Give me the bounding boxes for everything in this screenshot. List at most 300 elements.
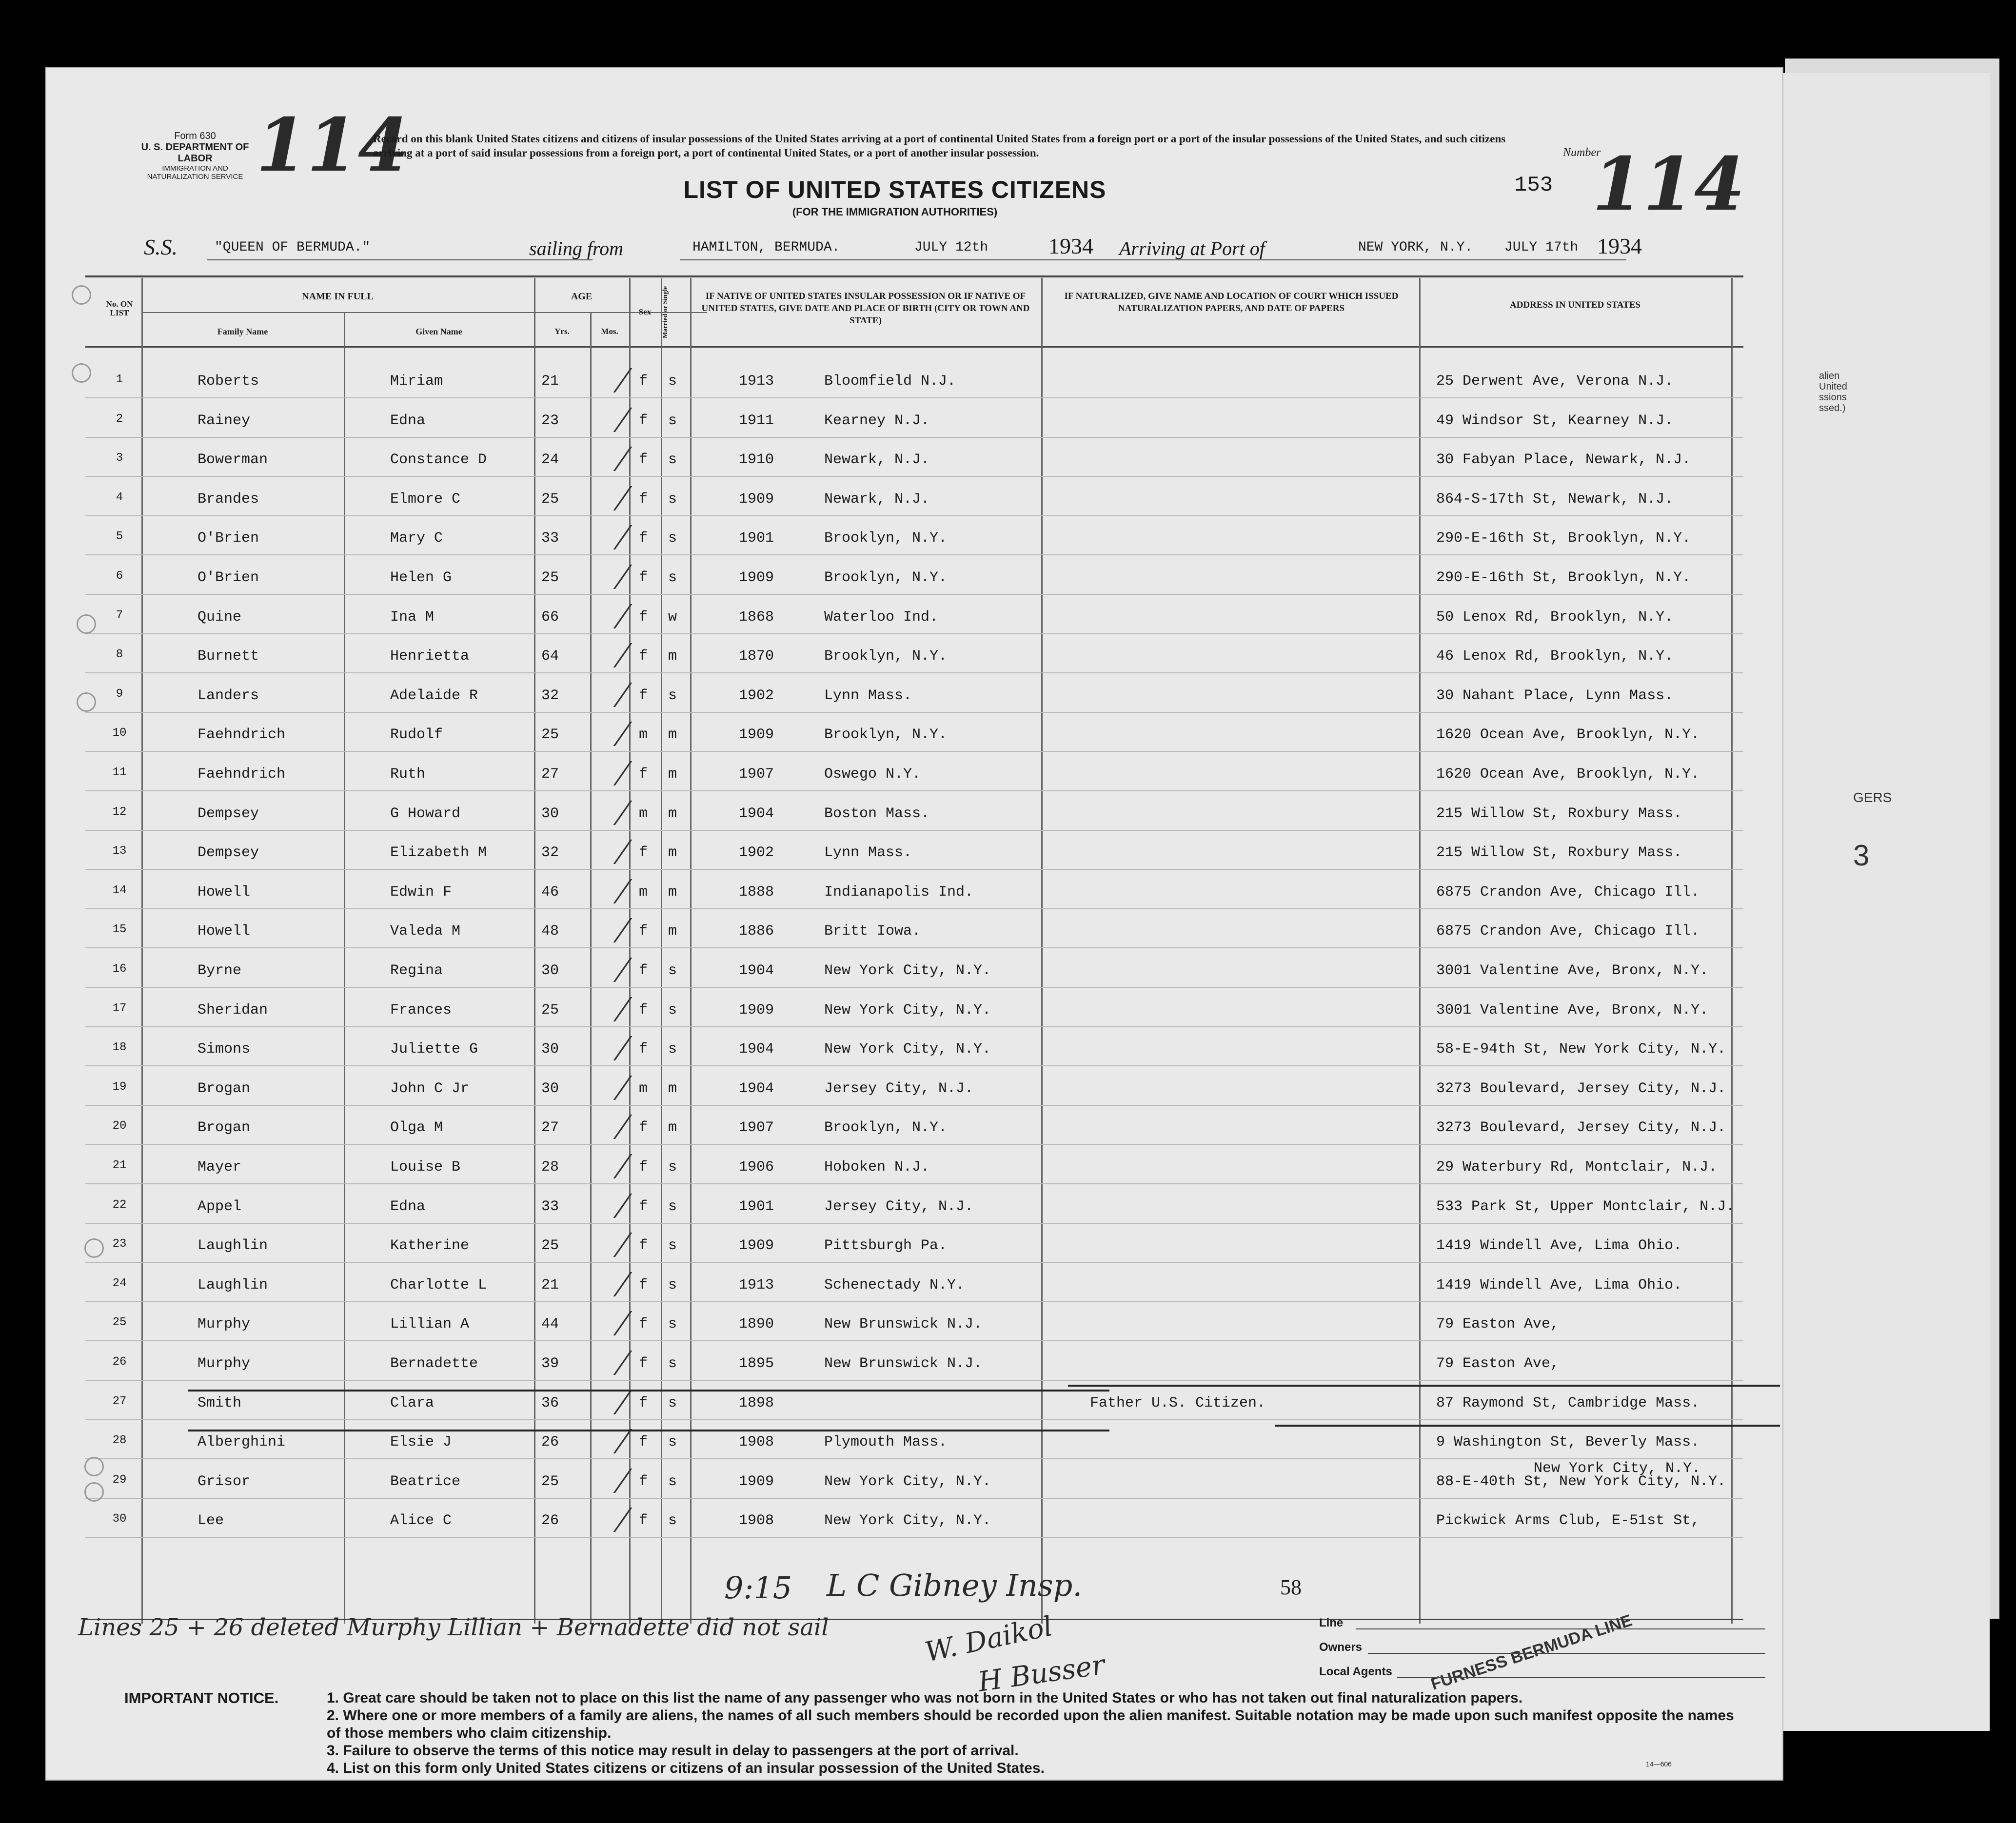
age: 30 bbox=[541, 1041, 559, 1058]
family-name: Byrne bbox=[198, 962, 242, 979]
us-address: 79 Easton Ave, bbox=[1436, 1355, 1560, 1372]
given-name: Edwin F bbox=[390, 883, 452, 901]
row-number: 3 bbox=[116, 451, 123, 465]
punch-hole bbox=[84, 1457, 104, 1476]
us-address: 88-E-40th St, New York City, N.Y. bbox=[1436, 1473, 1726, 1490]
birth-place: Pittsburgh Pa. bbox=[824, 1237, 948, 1255]
birth-year: 1901 bbox=[739, 530, 774, 547]
check-mark bbox=[613, 997, 666, 1021]
edge-fragment: 3 bbox=[1853, 839, 1870, 872]
row-number: 27 bbox=[112, 1394, 127, 1408]
sex: f bbox=[639, 608, 648, 626]
us-address: 290-E-16th St, Brooklyn, N.Y. bbox=[1436, 530, 1691, 547]
age: 25 bbox=[541, 1001, 559, 1019]
passenger-total: 58 bbox=[1280, 1575, 1302, 1599]
marital-status: s bbox=[668, 1355, 677, 1372]
row-rule bbox=[85, 947, 1743, 948]
row-number: 5 bbox=[116, 530, 123, 544]
row-rule bbox=[85, 672, 1743, 673]
edge-fragment: alien bbox=[1819, 371, 1840, 381]
footer-owners-label: Owners bbox=[1319, 1641, 1363, 1654]
marital-status: m bbox=[668, 1080, 677, 1097]
marital-status: s bbox=[668, 962, 677, 979]
marital-status: m bbox=[668, 1119, 677, 1137]
sex: f bbox=[639, 1512, 648, 1529]
birth-place: Schenectady N.Y. bbox=[824, 1276, 965, 1294]
sex: f bbox=[639, 1041, 648, 1058]
us-address: Pickwick Arms Club, E-51st St, bbox=[1436, 1512, 1700, 1529]
footer-line bbox=[1368, 1653, 1765, 1654]
column-divider bbox=[590, 312, 592, 1624]
us-address: 9 Washington St, Beverly Mass. bbox=[1436, 1434, 1700, 1451]
given-name: Katherine bbox=[390, 1237, 470, 1255]
number-label: Number bbox=[1563, 146, 1601, 159]
check-mark bbox=[613, 918, 666, 942]
given-name: Louise B bbox=[390, 1159, 461, 1176]
sex: f bbox=[639, 1237, 648, 1255]
row-number: 6 bbox=[116, 569, 123, 583]
arrival-year: 1934 bbox=[1597, 234, 1642, 258]
row-rule bbox=[85, 397, 1743, 398]
birth-place: Bloomfield N.J. bbox=[824, 373, 956, 390]
birth-year: 1901 bbox=[739, 1198, 774, 1215]
row-number: 28 bbox=[112, 1434, 127, 1448]
sex: f bbox=[639, 1276, 648, 1294]
age: 30 bbox=[541, 962, 559, 979]
us-address: 533 Park St, Upper Montclair, N.J. bbox=[1436, 1198, 1735, 1215]
family-name: Dempsey bbox=[198, 805, 259, 822]
us-address: 3001 Valentine Ave, Bronx, N.Y. bbox=[1436, 962, 1709, 979]
marital-status: s bbox=[668, 530, 677, 547]
given-name: Olga M bbox=[390, 1119, 443, 1137]
family-name: Quine bbox=[198, 608, 242, 626]
age: 25 bbox=[541, 569, 559, 586]
row-number: 14 bbox=[112, 883, 127, 897]
birth-year: 1913 bbox=[739, 373, 774, 390]
sex: f bbox=[639, 412, 648, 429]
column-divider bbox=[344, 312, 345, 1624]
check-mark bbox=[613, 801, 666, 825]
given-name: Edna bbox=[390, 412, 426, 429]
family-name: Mayer bbox=[198, 1159, 242, 1176]
family-name: Smith bbox=[198, 1394, 242, 1411]
us-address: 3273 Boulevard, Jersey City, N.J. bbox=[1436, 1119, 1726, 1137]
check-mark bbox=[613, 1508, 666, 1532]
row-number: 15 bbox=[112, 923, 127, 937]
check-mark bbox=[613, 761, 666, 785]
family-name: Brogan bbox=[198, 1119, 251, 1137]
handwritten-initials: H Busser bbox=[976, 1649, 1107, 1698]
birth-year: 1888 bbox=[739, 883, 774, 901]
marital-status: s bbox=[668, 687, 677, 704]
sex: f bbox=[639, 687, 648, 704]
marital-status: s bbox=[668, 1001, 677, 1019]
given-name: Beatrice bbox=[390, 1473, 461, 1490]
us-address: 50 Lenox Rd, Brooklyn, N.Y. bbox=[1436, 608, 1674, 626]
sex: f bbox=[639, 1394, 648, 1411]
row-rule bbox=[85, 1026, 1743, 1027]
birth-place: Hoboken N.J. bbox=[824, 1159, 930, 1176]
birth-year: 1909 bbox=[739, 490, 774, 508]
underline bbox=[207, 259, 593, 260]
column-divider bbox=[629, 278, 631, 1624]
row-number: 10 bbox=[112, 726, 127, 740]
row-rule bbox=[85, 1105, 1743, 1106]
address-note: New York City, N.Y. bbox=[1534, 1460, 1701, 1477]
handwritten-number: 114 bbox=[1592, 141, 1745, 227]
col-header-name: NAME IN FULL bbox=[302, 291, 374, 302]
age: 23 bbox=[541, 412, 559, 429]
birth-place: Lynn Mass. bbox=[824, 687, 912, 704]
time-annotation: 9:15 bbox=[724, 1570, 792, 1606]
row-rule bbox=[85, 594, 1743, 595]
row-rule bbox=[85, 830, 1743, 831]
us-address: 49 Windsor St, Kearney N.J. bbox=[1436, 412, 1674, 429]
marital-status: s bbox=[668, 1394, 677, 1411]
notice-item: 3. Failure to observe the terms of this notice may result in delay to passengers at the port of arrival. bbox=[327, 1743, 1019, 1759]
row-number: 19 bbox=[112, 1080, 127, 1094]
age: 39 bbox=[541, 1355, 559, 1372]
row-number: 23 bbox=[112, 1237, 127, 1251]
marital-status: s bbox=[668, 1159, 677, 1176]
check-mark bbox=[613, 447, 666, 471]
row-number: 26 bbox=[112, 1355, 127, 1369]
given-name: Juliette G bbox=[390, 1041, 478, 1058]
row-number: 22 bbox=[112, 1198, 127, 1212]
given-name: Regina bbox=[390, 962, 443, 979]
table-top-border bbox=[85, 275, 1743, 277]
form-label bbox=[132, 131, 258, 181]
age: 33 bbox=[541, 1198, 559, 1215]
edge-fragment: GERS bbox=[1853, 790, 1892, 805]
sex: f bbox=[639, 1001, 648, 1019]
marital-status: s bbox=[668, 412, 677, 429]
check-mark bbox=[613, 1311, 666, 1335]
birth-year: 1902 bbox=[739, 687, 774, 704]
given-name: Miriam bbox=[390, 373, 443, 390]
arrival-date: JULY 17th bbox=[1504, 240, 1579, 255]
birth-year: 1906 bbox=[739, 1159, 774, 1176]
col-header-sex: Sex bbox=[638, 307, 652, 316]
column-divider bbox=[1419, 278, 1421, 1624]
given-name: Bernadette bbox=[390, 1355, 478, 1372]
birth-year: 1870 bbox=[739, 648, 774, 665]
sex: f bbox=[639, 1159, 648, 1176]
given-name: Valeda M bbox=[390, 923, 461, 940]
check-mark bbox=[613, 1429, 666, 1453]
family-name: Lee bbox=[198, 1512, 224, 1529]
marital-status: s bbox=[668, 1512, 677, 1529]
col-header-yrs: Yrs. bbox=[554, 327, 570, 336]
column-divider bbox=[1731, 278, 1733, 1624]
given-name: Clara bbox=[390, 1394, 435, 1411]
age: 25 bbox=[541, 1237, 559, 1255]
row-rule bbox=[85, 908, 1743, 909]
strike-line bbox=[188, 1430, 1109, 1431]
birth-place: New Brunswick N.J. bbox=[824, 1355, 983, 1372]
service-name: IMMIGRATION AND NATURALIZATION SERVICE bbox=[147, 164, 243, 181]
inspector-signature: L C Gibney Insp. bbox=[827, 1568, 1083, 1603]
notice-heading: IMPORTANT NOTICE. bbox=[124, 1689, 279, 1706]
sex: f bbox=[639, 530, 648, 547]
col-header-native: IF NATIVE OF UNITED STATES INSULAR POSSESSION OR IF NATIVE OF UNITED STATES, GIVE DATE AND PLACE OF BIRTH (CITY OR TOWN AND STATE) bbox=[701, 291, 1030, 326]
birth-year: 1907 bbox=[739, 1119, 774, 1137]
row-rule bbox=[85, 1340, 1743, 1341]
row-rule bbox=[85, 751, 1743, 752]
family-name: Howell bbox=[198, 923, 251, 940]
sailing-from-label: sailing from bbox=[529, 237, 623, 259]
punch-hole bbox=[77, 692, 96, 712]
check-mark bbox=[613, 840, 666, 864]
marital-status: s bbox=[668, 1237, 677, 1255]
col-header-naturalized: IF NATURALIZED, GIVE NAME AND LOCATION OF COURT WHICH ISSUED NATURALIZATION PAPERS, AND DATE OF PAPERS bbox=[1064, 291, 1399, 314]
age: 25 bbox=[541, 1473, 559, 1490]
marital-status: m bbox=[668, 923, 677, 940]
column-divider bbox=[690, 278, 692, 1624]
age: 66 bbox=[541, 608, 559, 626]
marital-status: m bbox=[668, 844, 677, 862]
age: 28 bbox=[541, 1159, 559, 1176]
age: 26 bbox=[541, 1512, 559, 1529]
check-mark bbox=[613, 1036, 666, 1060]
company-stamp: FURNESS BERMUDA LINE bbox=[1428, 1611, 1635, 1694]
age: 25 bbox=[541, 726, 559, 744]
naturalization-note: Father U.S. Citizen. bbox=[1090, 1394, 1266, 1411]
sex: m bbox=[639, 726, 648, 744]
edge-fragment: ssions bbox=[1819, 392, 1847, 403]
check-mark bbox=[613, 408, 666, 432]
family-name: Alberghini bbox=[198, 1434, 286, 1451]
row-number: 18 bbox=[112, 1041, 127, 1055]
row-number: 7 bbox=[116, 608, 123, 622]
row-number: 4 bbox=[116, 490, 123, 504]
row-rule bbox=[85, 1419, 1743, 1420]
age: 24 bbox=[541, 451, 559, 469]
row-rule bbox=[85, 1458, 1743, 1459]
given-name: Ina M bbox=[390, 608, 435, 626]
sex: f bbox=[639, 1473, 648, 1490]
birth-year: 1909 bbox=[739, 726, 774, 744]
age: 21 bbox=[541, 1276, 559, 1294]
family-name: Howell bbox=[198, 883, 251, 901]
check-mark bbox=[613, 1272, 666, 1296]
stamp-number: 153 bbox=[1514, 173, 1553, 197]
row-number: 25 bbox=[112, 1316, 127, 1330]
us-address: 215 Willow St, Roxbury Mass. bbox=[1436, 844, 1682, 862]
us-address: 215 Willow St, Roxbury Mass. bbox=[1436, 805, 1682, 822]
row-rule bbox=[85, 633, 1743, 634]
birth-year: 1911 bbox=[739, 412, 774, 429]
marital-status: s bbox=[668, 1316, 677, 1333]
age: 32 bbox=[541, 844, 559, 862]
row-rule bbox=[85, 515, 1743, 516]
given-name: Adelaide R bbox=[390, 687, 478, 704]
birth-place: New Brunswick N.J. bbox=[824, 1316, 983, 1333]
row-rule bbox=[85, 1223, 1743, 1224]
given-name: Frances bbox=[390, 1001, 452, 1019]
check-mark bbox=[613, 958, 666, 982]
us-address: 864-S-17th St, Newark, N.J. bbox=[1436, 490, 1674, 508]
sex: f bbox=[639, 490, 648, 508]
us-address: 1620 Ocean Ave, Brooklyn, N.Y. bbox=[1436, 726, 1700, 744]
sex: m bbox=[639, 883, 648, 901]
check-mark bbox=[613, 486, 666, 510]
marital-status: s bbox=[668, 1041, 677, 1058]
given-name: Charlotte L bbox=[390, 1276, 487, 1294]
row-number: 20 bbox=[112, 1119, 127, 1133]
table-header-border bbox=[85, 346, 1743, 348]
notice-item: 1. Great care should be taken not to place on this list the name of any passenger who was not born in the United States or who has not taken out final naturalization papers. bbox=[327, 1690, 1523, 1706]
strike-line bbox=[188, 1390, 1109, 1392]
row-rule bbox=[85, 869, 1743, 870]
family-name: Sheridan bbox=[198, 1001, 268, 1019]
check-mark bbox=[613, 683, 666, 707]
sex: m bbox=[639, 805, 648, 822]
column-divider bbox=[141, 278, 143, 1624]
birth-place: Brooklyn, N.Y. bbox=[824, 726, 948, 744]
us-address: 58-E-94th St, New York City, N.Y. bbox=[1436, 1041, 1726, 1058]
underline bbox=[680, 259, 1626, 260]
column-divider bbox=[661, 278, 662, 1624]
given-name: Edna bbox=[390, 1198, 426, 1215]
departure-year: 1934 bbox=[1048, 234, 1093, 258]
row-rule bbox=[85, 554, 1743, 555]
family-name: Grisor bbox=[198, 1473, 251, 1490]
check-mark bbox=[613, 1469, 666, 1493]
us-address: 25 Derwent Ave, Verona N.J. bbox=[1436, 373, 1674, 390]
sailing-from: HAMILTON, BERMUDA. bbox=[692, 240, 840, 255]
family-name: Murphy bbox=[198, 1316, 251, 1333]
sex: f bbox=[639, 1316, 648, 1333]
check-mark bbox=[613, 1194, 666, 1218]
age: 46 bbox=[541, 883, 559, 901]
check-mark bbox=[613, 722, 666, 746]
punch-hole bbox=[72, 285, 91, 305]
punch-hole bbox=[84, 1482, 104, 1502]
check-mark bbox=[613, 565, 666, 589]
us-address: 29 Waterbury Rd, Montclair, N.J. bbox=[1436, 1159, 1718, 1176]
row-number: 12 bbox=[112, 805, 127, 819]
col-header-age: AGE bbox=[571, 291, 593, 302]
page-title: LIST OF UNITED STATES CITIZENS bbox=[683, 176, 1107, 203]
birth-place: Brooklyn, N.Y. bbox=[824, 569, 948, 586]
family-name: O'Brien bbox=[198, 530, 259, 547]
marital-status: w bbox=[668, 608, 677, 626]
row-number: 30 bbox=[112, 1512, 127, 1526]
us-address: 46 Lenox Rd, Brooklyn, N.Y. bbox=[1436, 648, 1674, 665]
footer-agents-label: Local Agents bbox=[1319, 1665, 1392, 1678]
given-name: Rudolf bbox=[390, 726, 443, 744]
us-address: 87 Raymond St, Cambridge Mass. bbox=[1436, 1394, 1700, 1411]
family-name: Simons bbox=[198, 1041, 251, 1058]
ss-label: S.S. bbox=[144, 235, 178, 259]
age: 32 bbox=[541, 687, 559, 704]
birth-year: 1909 bbox=[739, 569, 774, 586]
departure-date: JULY 12th bbox=[914, 240, 988, 255]
col-header-family: Family Name bbox=[217, 327, 268, 336]
given-name: Ruth bbox=[390, 766, 426, 783]
age: 33 bbox=[541, 530, 559, 547]
check-mark bbox=[613, 643, 666, 667]
birth-place: Plymouth Mass. bbox=[824, 1434, 948, 1451]
age: 21 bbox=[541, 373, 559, 390]
col-header-no: No. ON LIST bbox=[106, 299, 133, 317]
family-name: Laughlin bbox=[198, 1276, 268, 1294]
sex: f bbox=[639, 1434, 648, 1451]
sex: f bbox=[639, 844, 648, 862]
given-name: Elizabeth M bbox=[390, 844, 487, 862]
row-number: 1 bbox=[116, 373, 123, 386]
age: 30 bbox=[541, 1080, 559, 1097]
birth-place: Lynn Mass. bbox=[824, 844, 912, 862]
check-mark bbox=[613, 1115, 666, 1139]
footer-line-label: Line bbox=[1319, 1616, 1344, 1629]
check-mark bbox=[613, 1351, 666, 1375]
family-name: Faehndrich bbox=[198, 726, 286, 744]
row-rule bbox=[85, 476, 1743, 477]
family-name: Roberts bbox=[198, 373, 259, 390]
row-rule bbox=[85, 712, 1743, 713]
given-name: Alice C bbox=[390, 1512, 452, 1529]
family-name: Brandes bbox=[198, 490, 259, 508]
column-divider bbox=[1041, 278, 1043, 1624]
given-name: G Howard bbox=[390, 805, 461, 822]
given-name: John C Jr bbox=[390, 1080, 470, 1097]
age: 64 bbox=[541, 648, 559, 665]
birth-year: 1895 bbox=[739, 1355, 774, 1372]
marital-status: s bbox=[668, 451, 677, 469]
strike-line bbox=[1275, 1425, 1780, 1427]
row-number: 17 bbox=[112, 1001, 127, 1015]
birth-place: Kearney N.J. bbox=[824, 412, 930, 429]
birth-year: 1898 bbox=[739, 1394, 774, 1411]
family-name: O'Brien bbox=[198, 569, 259, 586]
edge-fragment: United bbox=[1819, 381, 1847, 392]
row-rule bbox=[85, 1498, 1743, 1499]
birth-place: Newark, N.J. bbox=[824, 451, 930, 469]
given-name: Elmore C bbox=[390, 490, 461, 508]
marital-status: m bbox=[668, 805, 677, 822]
punch-hole bbox=[72, 363, 91, 383]
us-address: 6875 Crandon Ave, Chicago Ill. bbox=[1436, 923, 1700, 940]
family-name: Rainey bbox=[198, 412, 251, 429]
sex: f bbox=[639, 451, 648, 469]
birth-year: 1904 bbox=[739, 962, 774, 979]
birth-year: 1868 bbox=[739, 608, 774, 626]
birth-year: 1908 bbox=[739, 1512, 774, 1529]
birth-year: 1913 bbox=[739, 1276, 774, 1294]
us-address: 6875 Crandon Ave, Chicago Ill. bbox=[1436, 883, 1700, 901]
birth-year: 1907 bbox=[739, 766, 774, 783]
arrival-port: NEW YORK, N.Y. bbox=[1358, 240, 1473, 255]
us-address: 1620 Ocean Ave, Brooklyn, N.Y. bbox=[1436, 766, 1700, 783]
birth-place: New York City, N.Y. bbox=[824, 1041, 991, 1058]
row-rule bbox=[85, 987, 1743, 988]
row-number: 16 bbox=[112, 962, 127, 976]
family-name: Bowerman bbox=[198, 451, 268, 469]
birth-year: 1909 bbox=[739, 1001, 774, 1019]
arriving-label: Arriving at Port of bbox=[1119, 237, 1265, 259]
col-header-address: ADDRESS IN UNITED STATES bbox=[1509, 300, 1640, 310]
row-number: 21 bbox=[112, 1159, 127, 1172]
page-subtitle: (FOR THE IMMIGRATION AUTHORITIES) bbox=[792, 206, 998, 218]
handwritten-list-number: 114 bbox=[256, 102, 409, 188]
birth-place: New York City, N.Y. bbox=[824, 962, 991, 979]
us-address: 30 Nahant Place, Lynn Mass. bbox=[1436, 687, 1674, 704]
age: 30 bbox=[541, 805, 559, 822]
us-address: 290-E-16th St, Brooklyn, N.Y. bbox=[1436, 569, 1691, 586]
family-name: Murphy bbox=[198, 1355, 251, 1372]
